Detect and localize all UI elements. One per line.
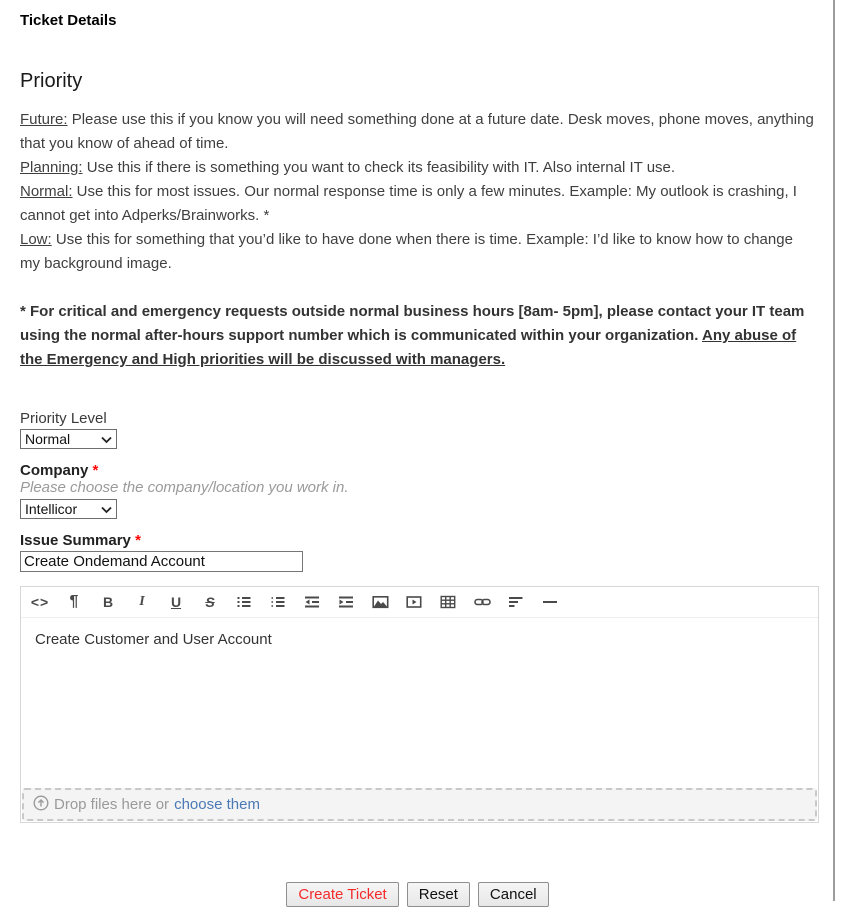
company-field [20, 462, 815, 519]
priority-text-planning: Use this if there is something you want to check its feasibility with IT. Also internal IT use. [82, 159, 676, 176]
company-help-text: Please choose the company/location you work in. [20, 479, 349, 496]
outdent-icon[interactable] [295, 589, 329, 615]
reset-button[interactable]: Reset [407, 882, 470, 907]
emergency-note-text: * For critical and emergency requests outside normal business hours [8am- 5pm], please contact your IT team using the normal after-hours support number which is communicated within your organization. [20, 303, 805, 344]
create-ticket-button[interactable]: Create Ticket [286, 882, 398, 907]
priority-term-planning: Planning: [20, 159, 83, 176]
link-icon[interactable] [465, 589, 499, 615]
priority-term-future: Future: [20, 111, 68, 128]
underline-icon[interactable]: U [159, 589, 193, 615]
company-label-text: Company [20, 462, 89, 479]
priority-section-heading: Priority [20, 70, 83, 92]
priority-level-select[interactable] [20, 429, 117, 449]
priority-desc-planning [20, 156, 815, 180]
indent-icon[interactable] [329, 589, 363, 615]
priority-text-low: Use this for something that you’d like to have done when there is time. Example: I’d like to know how to change my background image. [20, 231, 793, 272]
priority-level-label: Priority Level [20, 410, 107, 427]
unordered-list-icon[interactable] [227, 589, 261, 615]
emergency-note [20, 300, 815, 372]
issue-summary-label-text: Issue Summary [20, 532, 131, 549]
company-select[interactable] [20, 499, 117, 519]
cancel-button[interactable]: Cancel [478, 882, 549, 907]
required-asterisk: * [135, 532, 141, 549]
table-icon[interactable] [431, 589, 465, 615]
italic-icon[interactable]: I [125, 589, 159, 615]
description-editor-content[interactable]: Create Customer and User Account [35, 631, 272, 648]
issue-summary-label [20, 532, 815, 549]
priority-term-normal: Normal: [20, 183, 73, 200]
choose-files-link[interactable]: choose them [174, 796, 260, 813]
chevron-down-icon [101, 501, 112, 517]
bold-icon[interactable]: B [91, 589, 125, 615]
form-actions [20, 882, 815, 907]
priority-text-normal: Use this for most issues. Our normal response time is only a few minutes. Example: My outlook is crashing, I cannot get into Adperks/Brainworks. * [20, 183, 797, 224]
video-icon[interactable] [397, 589, 431, 615]
file-dropzone[interactable] [22, 788, 817, 821]
issue-summary-input[interactable] [20, 551, 303, 572]
editor-toolbar [21, 587, 818, 618]
page-title: Ticket Details [20, 12, 117, 29]
upload-icon [33, 795, 49, 815]
emergency-note-underlined: Any abuse of the Emergency and High priorities will be discussed with managers. [20, 327, 797, 368]
ordered-list-icon[interactable] [261, 589, 295, 615]
image-icon[interactable] [363, 589, 397, 615]
dropzone-text: Drop files here or [54, 796, 170, 813]
priority-term-low: Low: [20, 231, 52, 248]
required-asterisk: * [92, 462, 99, 479]
chevron-down-icon [101, 431, 112, 447]
priority-descriptions [20, 108, 815, 276]
priority-desc-future [20, 108, 815, 156]
issue-summary-field [20, 532, 815, 572]
horizontal-rule-icon[interactable] [533, 589, 567, 615]
priority-text-future: Please use this if you know you will need something done at a future date. Desk moves, phone moves, anything that you know of ahead of time. [20, 111, 814, 152]
strikethrough-icon[interactable]: S [193, 589, 227, 615]
priority-desc-low [20, 228, 815, 276]
description-editor [20, 586, 819, 823]
page-right-border [833, 0, 835, 901]
company-selected-value: Intellicor [25, 501, 78, 517]
company-label [20, 462, 815, 479]
priority-level-selected-value: Normal [25, 431, 71, 447]
priority-desc-normal [20, 180, 815, 228]
priority-level-field [20, 410, 815, 449]
paragraph-icon[interactable]: ¶ [57, 589, 91, 615]
align-icon[interactable] [499, 589, 533, 615]
code-icon[interactable]: <> [23, 589, 57, 615]
